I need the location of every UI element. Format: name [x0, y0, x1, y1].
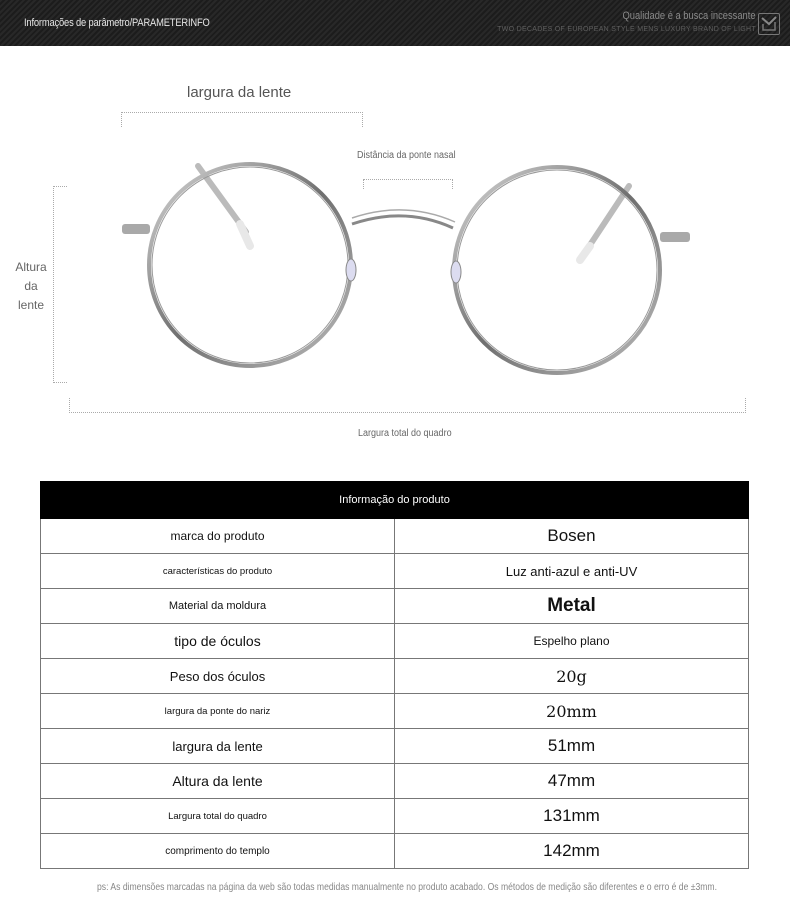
table-heading: Informação do produto	[41, 482, 749, 519]
header-tagline: Qualidade é a busca incessante	[622, 10, 756, 22]
row-value: Espelho plano	[395, 624, 749, 659]
lens-height-label: Altura da lente	[15, 260, 47, 312]
measurement-disclaimer: ps: As dimensões marcadas na página da web são todas medidas manualmente no produto acabado. Os métodos de medição são diferentes e o erro é de ±3mm.	[97, 882, 717, 893]
row-value: 142mm	[395, 834, 749, 869]
row-value: 131mm	[395, 799, 749, 834]
row-value: 51mm	[395, 729, 749, 764]
page-header	[0, 0, 790, 46]
row-value: Luz anti-azul e anti-UV	[395, 554, 749, 589]
row-value: 20mm	[395, 694, 749, 729]
table-row	[41, 624, 749, 659]
row-value: 20g	[395, 659, 749, 694]
row-key: Peso dos óculos	[41, 659, 395, 694]
bridge-width-label: Distância da ponte nasal	[357, 150, 456, 161]
row-key: comprimento do templo	[41, 834, 395, 869]
table-row	[41, 519, 749, 554]
table-row	[41, 659, 749, 694]
total-width-label: Largura total do quadro	[358, 428, 452, 439]
lens-width-label: largura da lente	[187, 84, 292, 101]
table-row	[41, 694, 749, 729]
table-row	[41, 834, 749, 869]
row-value: Metal	[395, 589, 749, 624]
table-row	[41, 729, 749, 764]
check-shield-icon	[758, 13, 780, 35]
glasses-icon	[0, 46, 790, 456]
row-key: tipo de óculos	[41, 624, 395, 659]
row-key: características do produto	[41, 554, 395, 589]
row-value: 47mm	[395, 764, 749, 799]
table-row	[41, 554, 749, 589]
row-value: Bosen	[395, 519, 749, 554]
row-key: largura da ponte do nariz	[41, 694, 395, 729]
header-title: Informações de parâmetro/PARAMETERINFO	[24, 17, 210, 29]
table-row	[41, 589, 749, 624]
row-key: marca do produto	[41, 519, 395, 554]
row-key: largura da lente	[41, 729, 395, 764]
table-row	[41, 764, 749, 799]
product-info-table	[40, 481, 749, 869]
row-key: Altura da lente	[41, 764, 395, 799]
row-key: Material da moldura	[41, 589, 395, 624]
table-row	[41, 799, 749, 834]
header-subtagline: TWO DECADES OF EUROPEAN STYLE MENS LUXURY BRAND OF LIGHT	[497, 26, 756, 33]
measurement-diagram	[0, 46, 790, 456]
row-key: Largura total do quadro	[41, 799, 395, 834]
